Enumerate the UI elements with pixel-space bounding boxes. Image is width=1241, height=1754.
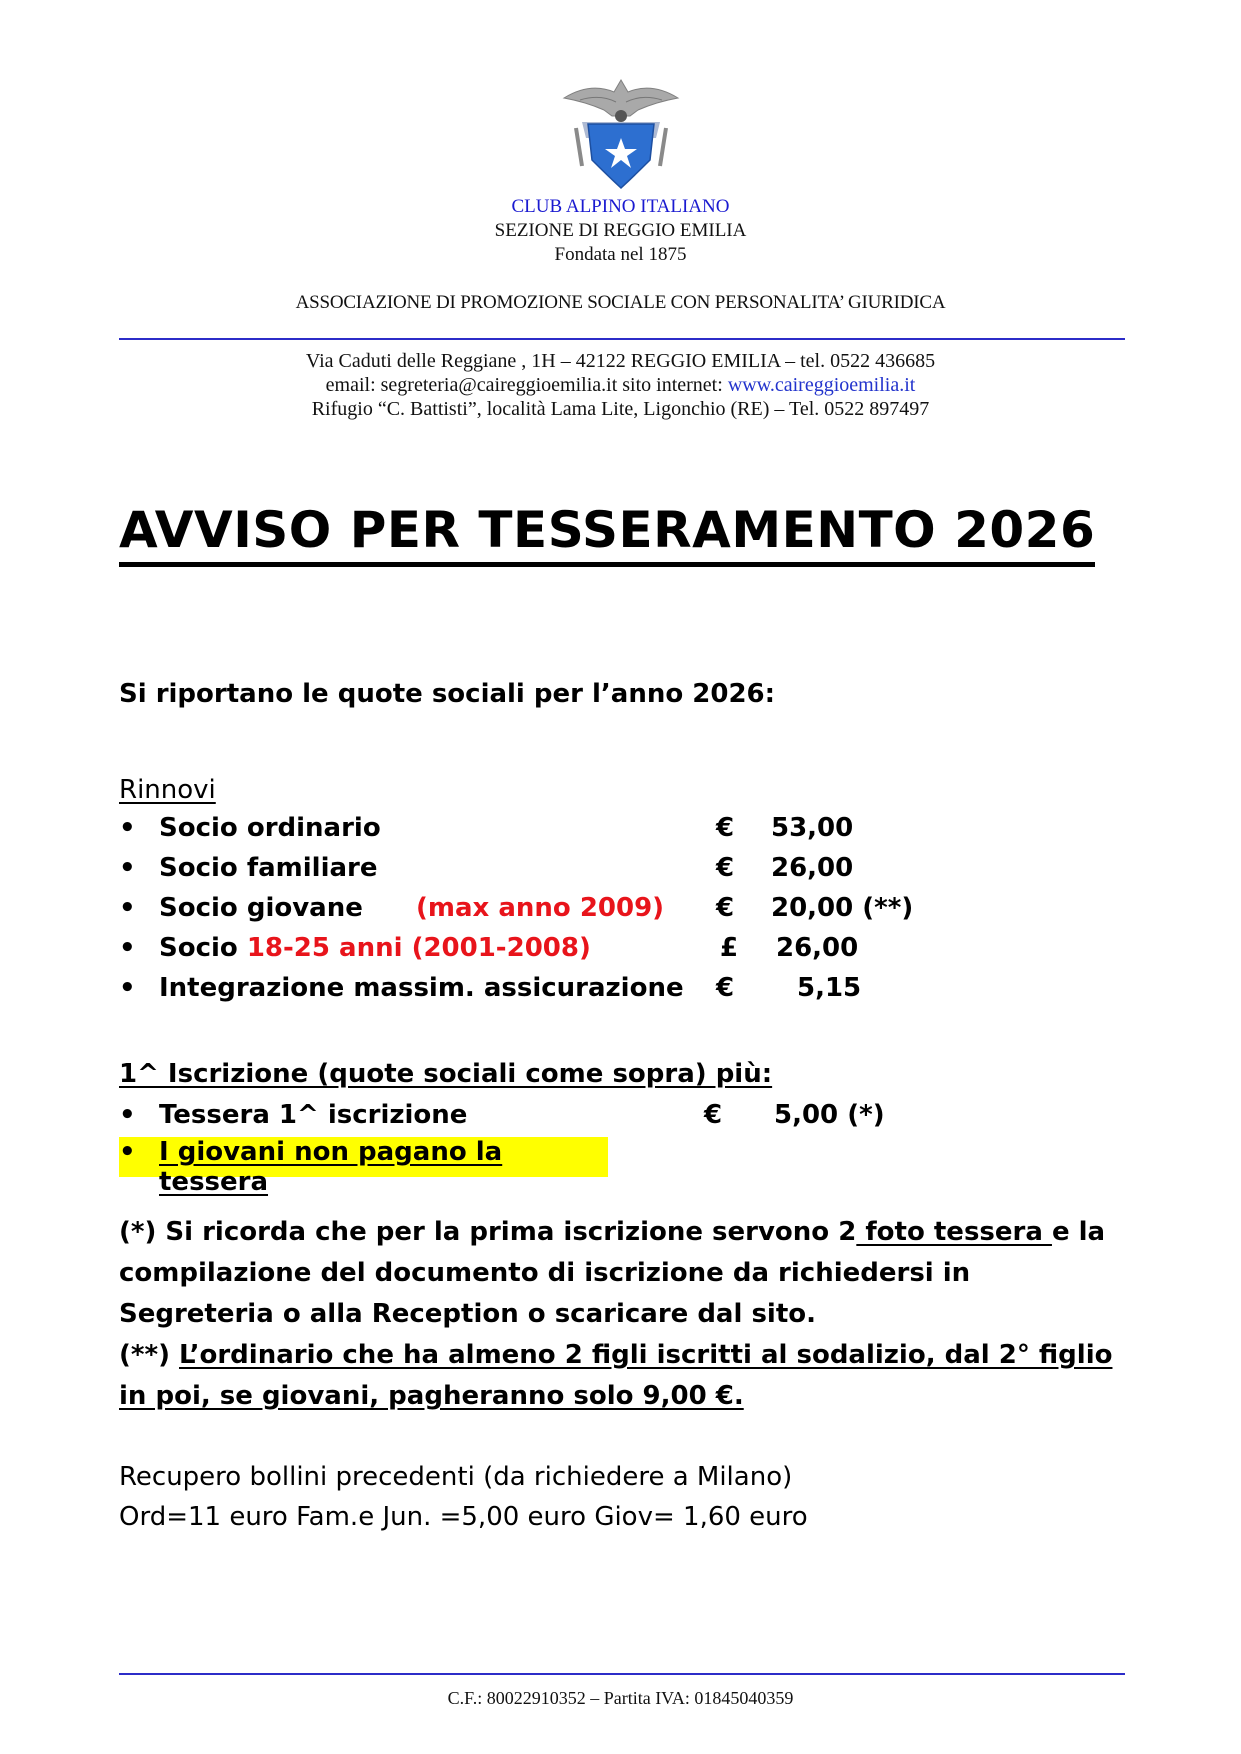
fee-amount: 5,15 bbox=[797, 973, 862, 1003]
bullet-icon: • bbox=[119, 933, 136, 963]
youth-free-card-note: I giovani non pagano la tessera bbox=[159, 1137, 503, 1197]
section-name: SEZIONE DI REGGIO EMILIA bbox=[494, 220, 747, 241]
fee-label: Socio ordinario bbox=[159, 813, 381, 843]
bollini-line-2: Ord=11 euro Fam.e Jun. =5,00 euro Giov= 1,60 euro bbox=[119, 1502, 808, 1532]
fee-suffix: (**) bbox=[853, 893, 914, 923]
bullet-icon: • bbox=[119, 813, 136, 843]
fee-label-group bbox=[159, 933, 591, 963]
note1-underlined: foto tessera bbox=[856, 1217, 1052, 1247]
eagle-shield-icon bbox=[560, 76, 682, 192]
currency-symbol: € bbox=[704, 1100, 723, 1130]
association-type: ASSOCIAZIONE DI PROMOZIONE SOCIALE CON PERSONALITA’ GIURIDICA bbox=[295, 292, 946, 313]
note1-text-end: e la compilazione del documento di iscrizione da richiedersi in Segreteria o alla Reception o scaricare dal sito. bbox=[119, 1217, 1106, 1329]
bullet-icon: • bbox=[119, 1137, 136, 1167]
fee-row-18-25 bbox=[119, 933, 1019, 973]
fee-row-integrazione bbox=[119, 973, 1019, 1013]
bollini-line-1: Recupero bollini precedenti (da richiedere a Milano) bbox=[119, 1462, 793, 1492]
address-line: Via Caduti delle Reggiane , 1H – 42122 REGGIO EMILIA – tel. 0522 436685 bbox=[305, 350, 936, 372]
founded-date: Fondata nel 1875 bbox=[554, 244, 687, 265]
header-divider bbox=[119, 338, 1125, 340]
org-name: CLUB ALPINO ITALIANO bbox=[511, 196, 730, 217]
fee-row-ordinario bbox=[119, 813, 1019, 853]
page-title: AVVISO PER TESSERAMENTO 2026 bbox=[119, 500, 1095, 567]
fee-label: Socio bbox=[159, 933, 247, 963]
highlighted-note-row bbox=[119, 1137, 608, 1197]
fee-amount: 5,00 bbox=[774, 1100, 839, 1130]
note-single-asterisk bbox=[119, 1212, 1129, 1335]
currency-symbol: £ bbox=[720, 933, 739, 963]
currency-symbol: € bbox=[716, 813, 735, 843]
fiscal-code: C.F.: 80022910352 – Partita IVA: 01845040359 bbox=[447, 1688, 794, 1708]
fee-row-giovane bbox=[119, 893, 1019, 933]
bullet-icon: • bbox=[119, 1100, 136, 1130]
currency-symbol: € bbox=[716, 893, 735, 923]
website-link[interactable]: www.caireggioemilia.it bbox=[727, 374, 916, 396]
currency-symbol: € bbox=[716, 853, 735, 883]
note2-prefix: (**) bbox=[119, 1340, 180, 1370]
contact-line bbox=[0, 374, 1241, 397]
first-registration-heading: 1^ Iscrizione (quote sociali come sopra) più: bbox=[119, 1059, 773, 1089]
note-double-asterisk bbox=[119, 1335, 1129, 1417]
fee-amount-with-suffix bbox=[771, 893, 913, 923]
fee-amount-with-suffix bbox=[774, 1100, 885, 1130]
fee-note: 18-25 anni (2001-2008) bbox=[246, 933, 591, 963]
fee-amount: 26,00 bbox=[776, 933, 859, 963]
fee-suffix: (*) bbox=[838, 1100, 885, 1130]
fee-label: Integrazione massim. assicurazione bbox=[159, 973, 684, 1003]
fee-amount: 26,00 bbox=[771, 853, 854, 883]
fee-row-familiare bbox=[119, 853, 1019, 893]
fee-note: (max anno 2009) bbox=[416, 893, 665, 923]
email-text: email: segreteria@caireggioemilia.it sito internet: bbox=[325, 374, 728, 396]
bullet-icon: • bbox=[119, 853, 136, 883]
refuge-line: Rifugio “C. Battisti”, località Lama Lite, Ligonchio (RE) – Tel. 0522 897497 bbox=[311, 398, 930, 420]
note2-underlined: L’ordinario che ha almeno 2 figli iscritti al sodalizio, dal 2° figlio in poi, se giovani, pagheranno solo 9,00 €. bbox=[119, 1340, 1113, 1411]
fee-label: Tessera 1^ iscrizione bbox=[159, 1100, 468, 1130]
note1-text: (*) Si ricorda che per la prima iscrizione servono 2 bbox=[119, 1217, 857, 1247]
fee-row-tessera bbox=[119, 1100, 1019, 1140]
rinnovi-heading: Rinnovi bbox=[119, 775, 216, 805]
bullet-icon: • bbox=[119, 973, 136, 1003]
fee-amount: 20,00 bbox=[771, 893, 854, 923]
bullet-icon: • bbox=[119, 893, 136, 923]
cai-logo bbox=[560, 76, 682, 192]
footer-divider bbox=[119, 1673, 1125, 1675]
fee-amount: 53,00 bbox=[771, 813, 854, 843]
fee-label: Socio familiare bbox=[159, 853, 378, 883]
fee-label: Socio giovane bbox=[159, 893, 363, 923]
currency-symbol: € bbox=[716, 973, 735, 1003]
intro-text: Si riportano le quote sociali per l’anno 2026: bbox=[119, 679, 776, 709]
